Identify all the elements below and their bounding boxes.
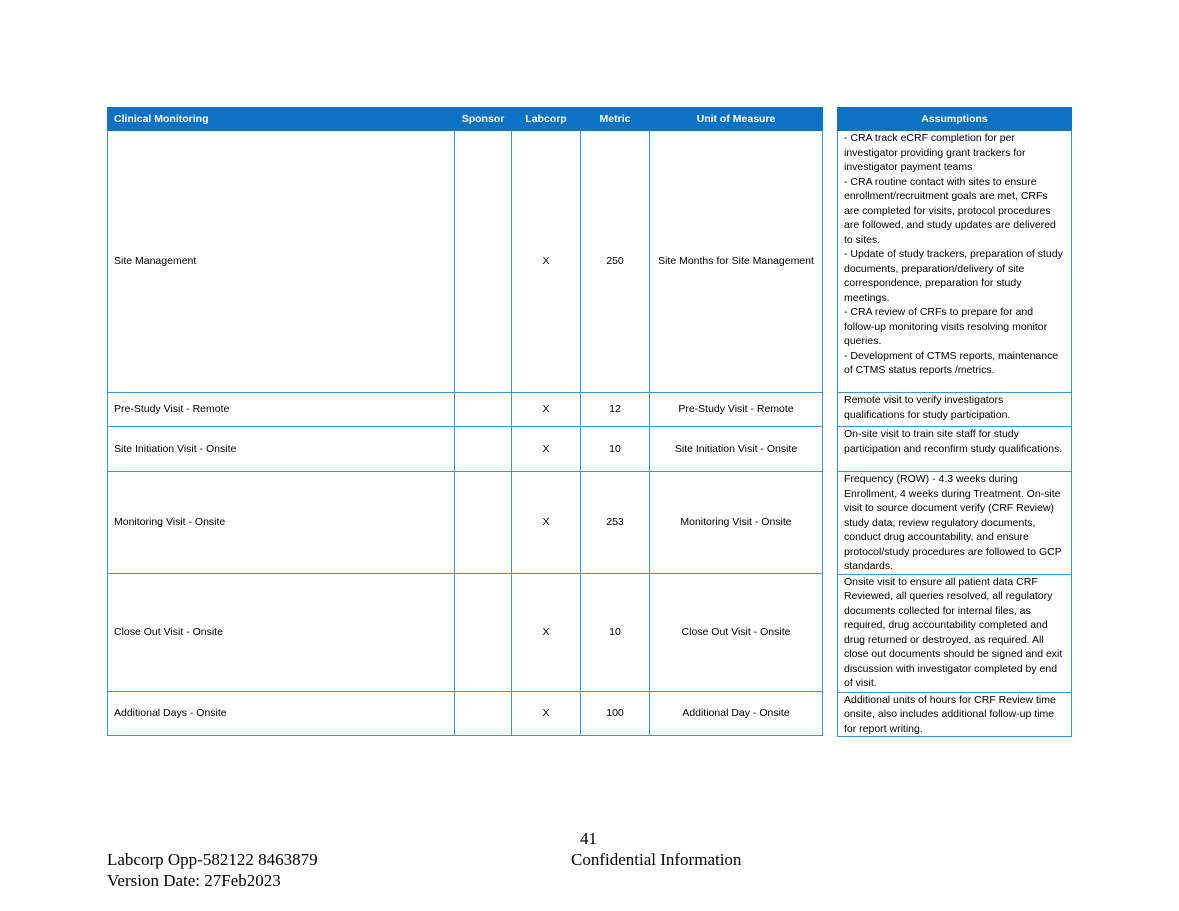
labcorp-cell: X xyxy=(512,472,581,574)
assumption-cell: - CRA track eCRF completion for per investigator providing grant trackers for investigator payment teams - CRA routine contact with sites to ensure enrollment/recruitment goals are met, CRFs are completed for visits, protocol procedures are followed, and study updates are delivered to sites. - Update of study trackers, preparation of study documents, preparation/delivery of site correspondence, preparation for study meetings. - CRA review of CRFs to prepare for and follow-up monitoring visits resolving monitor queries. - Development of CTMS reports, maintenance of CTMS status reports /metrics. xyxy=(838,131,1072,393)
metric-cell: 253 xyxy=(581,472,650,574)
labcorp-cell: X xyxy=(512,131,581,393)
task-cell: Additional Days - Onsite xyxy=(108,692,455,736)
unit-cell: Monitoring Visit - Onsite xyxy=(650,472,823,574)
sponsor-cell xyxy=(455,427,512,472)
assumption-cell: Onsite visit to ensure all patient data CRF Reviewed, all queries resolved, all regulatory documents collected for internal files, as required, drug accountability completed and drug returned or destroyed, as required. All close out documents should be signed and exit discussion with investigator completed by end of visit. xyxy=(838,574,1072,692)
assumption-cell: On-site visit to train site staff for study participation and reconfirm study qualifications. xyxy=(838,427,1072,472)
table-row xyxy=(108,393,823,427)
labcorp-cell: X xyxy=(512,692,581,736)
table-row xyxy=(108,131,823,393)
footer-version-date: Version Date: 27Feb2023 xyxy=(107,871,281,890)
assumption-row xyxy=(838,574,1072,692)
header-labcorp: Labcorp xyxy=(512,108,581,131)
table-row xyxy=(108,472,823,574)
task-cell: Site Initiation Visit - Onsite xyxy=(108,427,455,472)
unit-cell: Additional Day - Onsite xyxy=(650,692,823,736)
assumption-cell: Remote visit to verify investigators qualifications for study participation. xyxy=(838,393,1072,427)
header-unit-of-measure: Unit of Measure xyxy=(650,108,823,131)
clinical-monitoring-table xyxy=(107,107,823,736)
task-cell: Close Out Visit - Onsite xyxy=(108,574,455,692)
assumption-row xyxy=(838,427,1072,472)
sponsor-cell xyxy=(455,472,512,574)
table-row xyxy=(108,574,823,692)
metric-cell: 12 xyxy=(581,393,650,427)
footer-opp-id: Labcorp Opp-582122 8463879 xyxy=(107,850,318,869)
sponsor-cell xyxy=(455,692,512,736)
labcorp-cell: X xyxy=(512,574,581,692)
assumption-row xyxy=(838,393,1072,427)
labcorp-cell: X xyxy=(512,393,581,427)
table-header-row xyxy=(108,108,823,131)
metric-cell: 250 xyxy=(581,131,650,393)
sponsor-cell xyxy=(455,131,512,393)
page-number: 41 xyxy=(580,829,597,848)
task-cell: Monitoring Visit - Onsite xyxy=(108,472,455,574)
assumption-row xyxy=(838,692,1072,737)
assumption-row xyxy=(838,472,1072,575)
table-row xyxy=(108,692,823,736)
header-metric: Metric xyxy=(581,108,650,131)
sponsor-cell xyxy=(455,574,512,692)
header-sponsor: Sponsor xyxy=(455,108,512,131)
metric-cell: 10 xyxy=(581,427,650,472)
unit-cell: Site Months for Site Management xyxy=(650,131,823,393)
header-assumptions: Assumptions xyxy=(838,108,1072,131)
unit-cell: Close Out Visit - Onsite xyxy=(650,574,823,692)
task-cell: Pre-Study Visit - Remote xyxy=(108,393,455,427)
header-clinical-monitoring: Clinical Monitoring xyxy=(108,108,455,131)
footer-confidential: Confidential Information xyxy=(571,850,742,869)
labcorp-cell: X xyxy=(512,427,581,472)
assumptions-table xyxy=(837,107,1072,737)
unit-cell: Pre-Study Visit - Remote xyxy=(650,393,823,427)
assumption-row xyxy=(838,131,1072,393)
assumption-cell: Frequency (ROW) - 4.3 weeks during Enrollment, 4 weeks during Treatment. On-site visit to source document verify (CRF Review) study data, review regulatory documents, conduct drug accountability, and ensure protocol/study procedures are followed to GCP standards. xyxy=(838,472,1072,575)
sponsor-cell xyxy=(455,393,512,427)
unit-cell: Site Initiation Visit - Onsite xyxy=(650,427,823,472)
table-row xyxy=(108,427,823,472)
assumption-cell: Additional units of hours for CRF Review time onsite, also includes additional follow-up time for report writing. xyxy=(838,692,1072,737)
task-cell: Site Management xyxy=(108,131,455,393)
assumptions-header-row xyxy=(838,108,1072,131)
metric-cell: 100 xyxy=(581,692,650,736)
metric-cell: 10 xyxy=(581,574,650,692)
